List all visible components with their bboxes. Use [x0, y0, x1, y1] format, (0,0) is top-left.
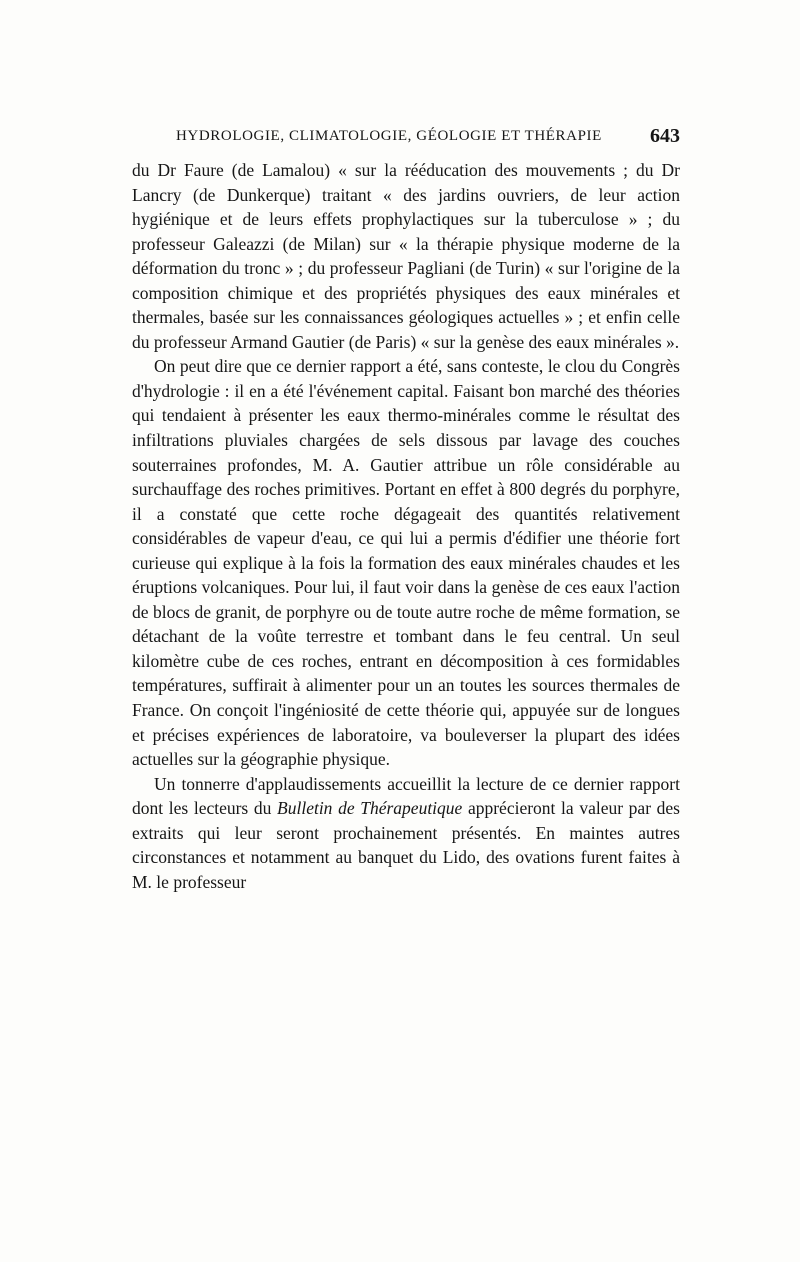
paragraph-3 [132, 772, 680, 895]
body-text [132, 158, 680, 894]
journal-title: Bulletin de Thérapeutique [277, 798, 463, 819]
paragraph-3-text-after: apprécieront la valeur par des extraits qui leur seront prochainement présentés. En maintes autres circonstances et notamment au banquet du Lido, des ovations furent faites à M. le professeur [132, 798, 680, 892]
paragraph-1: du Dr Faure (de Lamalou) « sur la rééducation des mouvements ; du Dr Lancry (de Dunkerque) traitant « des jardins ouvriers, de leur action hygiénique et de leurs effets prophylactiques sur la tuberculose » ; du professeur Galeazzi (de Milan) sur « la thérapie physique moderne de la déformation du tronc » ; du professeur Pagliani (de Turin) « sur l'origine de la composition chimique et des propriétés physiques des eaux minérales et thermales, basée sur les connaissances géologiques actuelles » ; et enfin celle du professeur Armand Gautier (de Paris) « sur la genèse des eaux minérales ». [132, 160, 680, 352]
running-title: HYDROLOGIE, CLIMATOLOGIE, GÉOLOGIE ET THÉRAPIE [176, 128, 602, 144]
paragraph-2: On peut dire que ce dernier rapport a été, sans conteste, le clou du Congrès d'hydrologie : il en a été l'événement capital. Faisant bon marché des théories qui tendaient à présenter les eaux thermo-minérales comme le résultat des infiltrations pluviales chargées de sels dissous par lavage des couches souterraines profondes, M. A. Gautier attribue un rôle considérable au surchauffage des roches primitives. Portant en effet à 800 degrés du porphyre, il a constaté que cette roche dégageait des quantités relativement considérables de vapeur d'eau, ce qui lui a permis d'édifier une théorie fort curieuse qui explique à la fois la formation des eaux minérales chaudes et les éruptions volcaniques. Pour lui, il faut voir dans la genèse de ces eaux l'action de blocs de granit, de porphyre ou de toute autre roche de même formation, se détachant de la voûte terrestre et tombant dans le feu central. Un seul kilomètre cube de ces roches, entrant en décomposition à ces formidables températures, suffirait à alimenter pour un an toutes les sources thermales de France. On conçoit l'ingéniosité de cette théorie qui, appuyée sur de longues et précises expériences de laboratoire, va bouleverser la plupart des idées actuelles sur la géographie physique. [132, 356, 680, 770]
running-header [132, 125, 680, 152]
page-number: 643 [650, 125, 680, 147]
paragraph-3-text-before: Un tonnerre d'applaudissements accueillit la lecture de ce dernier rapport dont les lecteurs du [132, 773, 680, 819]
